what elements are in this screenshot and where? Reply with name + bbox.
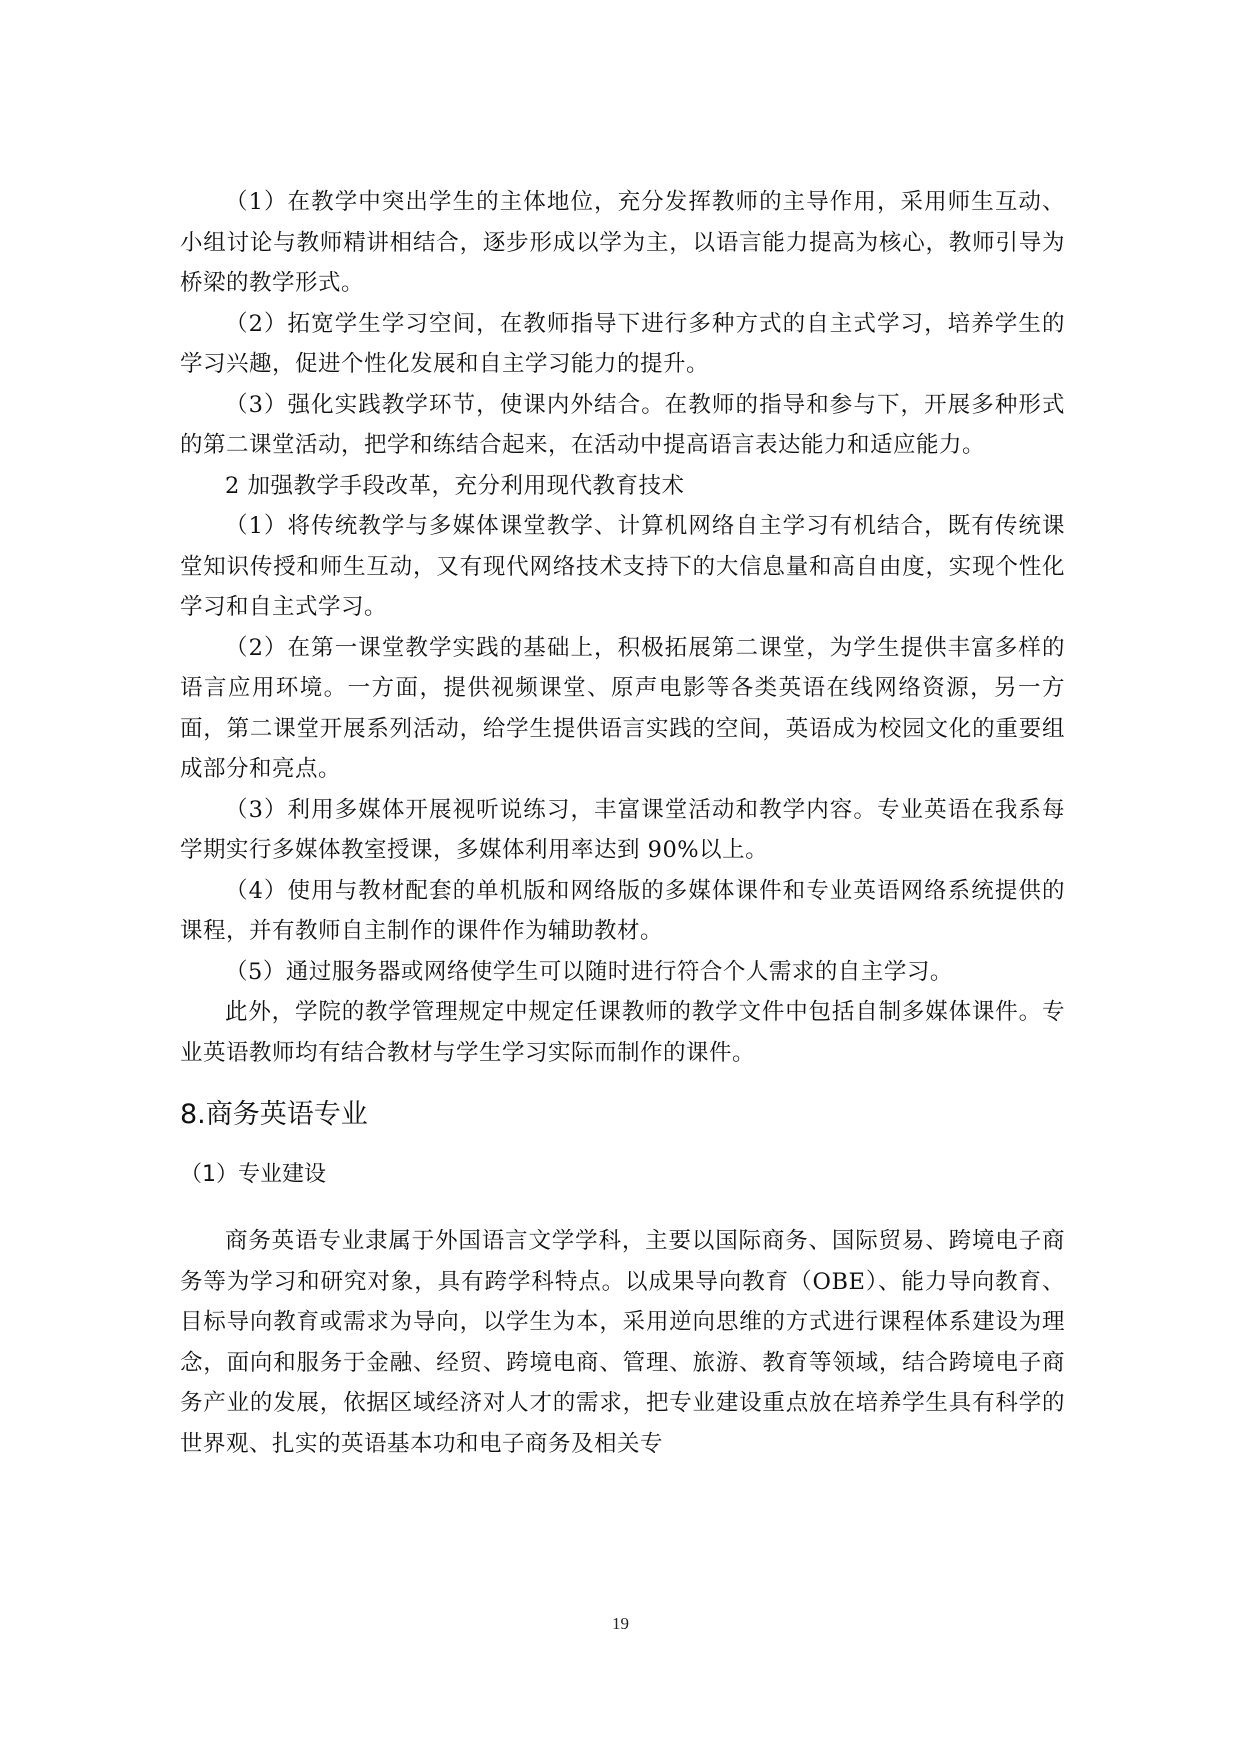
paragraph: （5）通过服务器或网络使学生可以随时进行符合个人需求的自主学习。 — [225, 958, 953, 985]
paragraph: （2）拓宽学生学习空间，在教师指导下进行多种方式的自主式学习，培养学生的学习兴趣，促进个性化发展和自主学习能力的提升。 — [180, 310, 1065, 377]
paragraph-heading: 2 加强教学手段改革，充分利用现代教育技术 — [225, 472, 685, 499]
paragraph: （2）在第一课堂教学实践的基础上，积极拓展第二课堂，为学生提供丰富多样的语言应用环境。一方面，提供视频课堂、原声电影等各类英语在线网络资源，另一方面，第二课堂开展系列活动，给学生提供语言实践的空间，英语成为校园文化的重要组成部分和亮点。 — [180, 634, 1065, 782]
paragraph: （4）使用与教材配套的单机版和网络版的多媒体课件和专业英语网络系统提供的课程，并有教师自主制作的课件作为辅助教材。 — [180, 877, 1065, 944]
page-content — [180, 182, 1065, 1464]
paragraph: （1）将传统教学与多媒体课堂教学、计算机网络自主学习有机结合，既有传统课堂知识传授和师生互动，又有现代网络技术支持下的大信息量和高自由度，实现个性化学习和自主式学习。 — [180, 513, 1065, 620]
subsection-title: （1）专业建设 — [180, 1162, 326, 1187]
paragraph: （1）在教学中突出学生的主体地位，充分发挥教师的主导作用，采用师生互动、小组讨论与教师精讲相结合，逐步形成以学为主，以语言能力提高为核心，教师引导为桥梁的教学形式。 — [180, 189, 1065, 296]
section-title: 8.商务英语专业 — [180, 1099, 368, 1130]
page-number: 19 — [612, 1614, 629, 1633]
paragraph: （3）利用多媒体开展视听说练习，丰富课堂活动和教学内容。专业英语在我系每学期实行多媒体教室授课，多媒体利用率达到 90%以上。 — [180, 796, 1065, 863]
paragraph: （3）强化实践教学环节，使课内外结合。在教师的指导和参与下，开展多种形式的第二课堂活动，把学和练结合起来，在活动中提高语言表达能力和适应能力。 — [180, 391, 1065, 458]
paragraph: 此外，学院的教学管理规定中规定任课教师的教学文件中包括自制多媒体课件。专业英语教师均有结合教材与学生学习实际而制作的课件。 — [180, 999, 1065, 1066]
paragraph: 商务英语专业隶属于外国语言文学学科，主要以国际商务、国际贸易、跨境电子商务等为学习和研究对象，具有跨学科特点。以成果导向教育（OBE）、能力导向教育、目标导向教育或需求为导向，以学生为本，采用逆向思维的方式进行课程体系建设为理念，面向和服务于金融、经贸、跨境电商、管理、旅游、教育等领域，结合跨境电子商务产业的发展，依据区域经济对人才的需求，把专业建设重点放在培养学生具有科学的世界观、扎实的英语基本功和电子商务及相关专 — [180, 1228, 1065, 1457]
